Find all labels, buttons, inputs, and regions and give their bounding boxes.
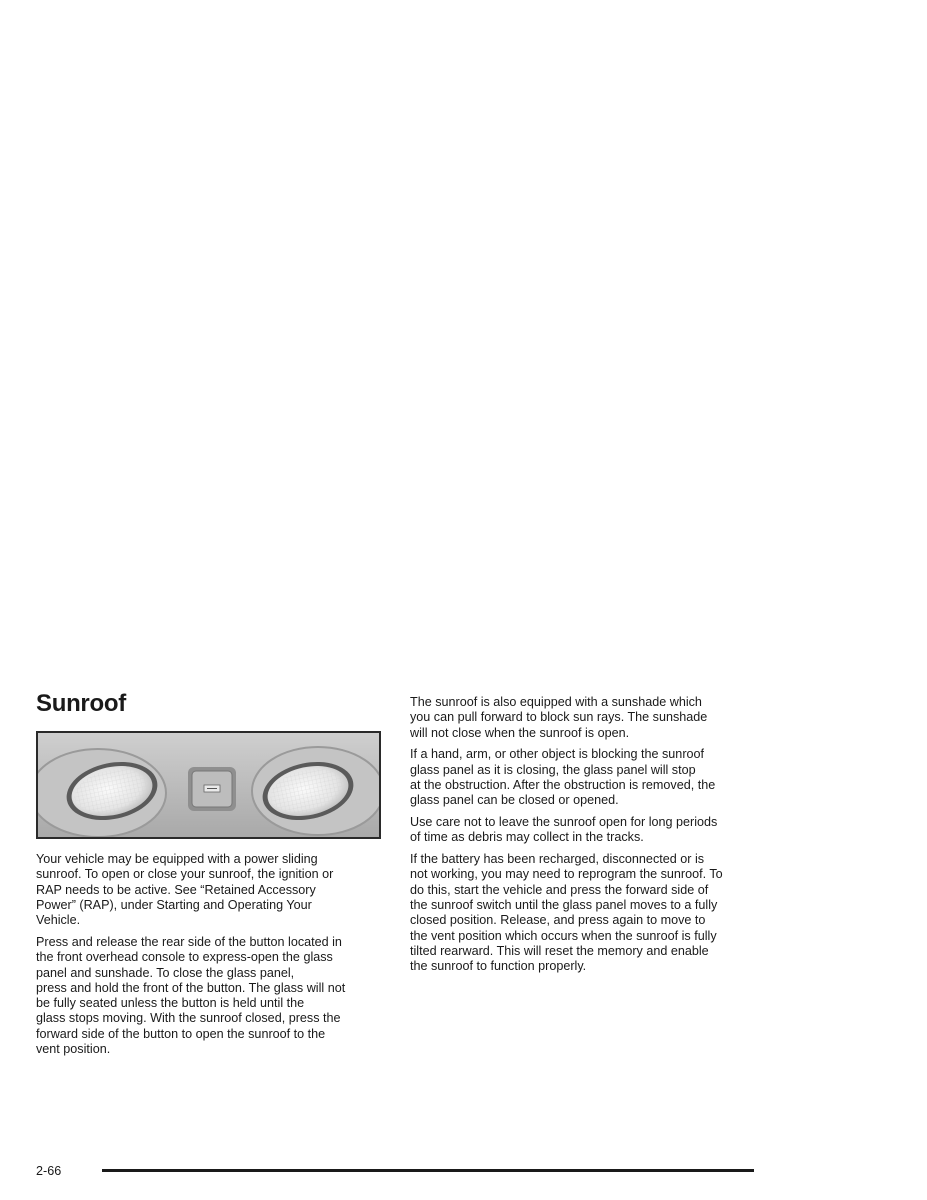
- text-line: the vent position which occurs when the sunroof is fully: [410, 928, 717, 943]
- text-line: Vehicle.: [36, 913, 81, 928]
- text-line: of time as debris may collect in the tracks.: [410, 830, 644, 845]
- paragraph: [410, 815, 760, 846]
- overhead-console-photo: [36, 731, 381, 839]
- paragraph: [36, 935, 381, 1057]
- text-line: the sunroof to function properly.: [410, 959, 587, 974]
- text-line: Your vehicle may be equipped with a power sliding: [36, 852, 318, 866]
- text-line: The sunroof is also equipped with a sunshade which: [410, 695, 702, 709]
- paragraph: [36, 852, 381, 928]
- text-line: Power” (RAP), under Starting and Operating Your: [36, 897, 312, 912]
- text-line: you can pull forward to block sun rays. The sunshade: [410, 710, 708, 725]
- text-line: vent position.: [36, 1042, 111, 1057]
- paragraph: [410, 852, 760, 974]
- page-number: 2-66: [36, 1164, 62, 1178]
- right-column: [410, 695, 760, 981]
- text-line: glass stops moving. With the sunroof closed, press the: [36, 1011, 341, 1026]
- text-line: If a hand, arm, or other object is blocking the sunroof: [410, 747, 705, 762]
- text-line: be fully seated unless the button is held until the: [36, 996, 305, 1011]
- text-line: RAP needs to be active. See “Retained Accessory: [36, 882, 316, 897]
- section-title: Sunroof: [36, 690, 126, 717]
- text-line: do this, start the vehicle and press the forward side of: [410, 882, 709, 897]
- text-line: Press and release the rear side of the button located in: [36, 934, 342, 949]
- text-line: closed position. Release, and press again to move to: [410, 913, 706, 928]
- footer-rule: [102, 1169, 754, 1172]
- text-line: at the obstruction. After the obstruction is removed, the: [410, 777, 716, 792]
- text-line: glass panel can be closed or opened.: [410, 793, 619, 808]
- text-line: press and hold the front of the button. The glass will not: [36, 980, 346, 995]
- text-line: not working, you may need to reprogram the sunroof. To: [410, 867, 723, 882]
- text-line: will not close when the sunroof is open.: [410, 725, 630, 740]
- paragraph: [410, 695, 760, 741]
- text-line: Use care not to leave the sunroof open for long periods: [410, 815, 718, 830]
- overhead-console-icon: [38, 733, 379, 837]
- text-line: If the battery has been recharged, disconnected or is: [410, 852, 705, 867]
- left-column: [36, 852, 381, 1064]
- text-line: the front overhead console to express-open the glass: [36, 950, 333, 965]
- text-line: sunroof. To open or close your sunroof, the ignition or: [36, 867, 334, 882]
- text-line: glass panel as it is closing, the glass panel will stop: [410, 762, 696, 777]
- text-line: forward side of the button to open the sunroof to the: [36, 1026, 326, 1041]
- text-line: tilted rearward. This will reset the memory and enable: [410, 943, 709, 958]
- paragraph: [410, 747, 760, 808]
- text-line: the sunroof switch until the glass panel moves to a fully: [410, 898, 718, 913]
- text-line: panel and sunshade. To close the glass panel,: [36, 965, 295, 980]
